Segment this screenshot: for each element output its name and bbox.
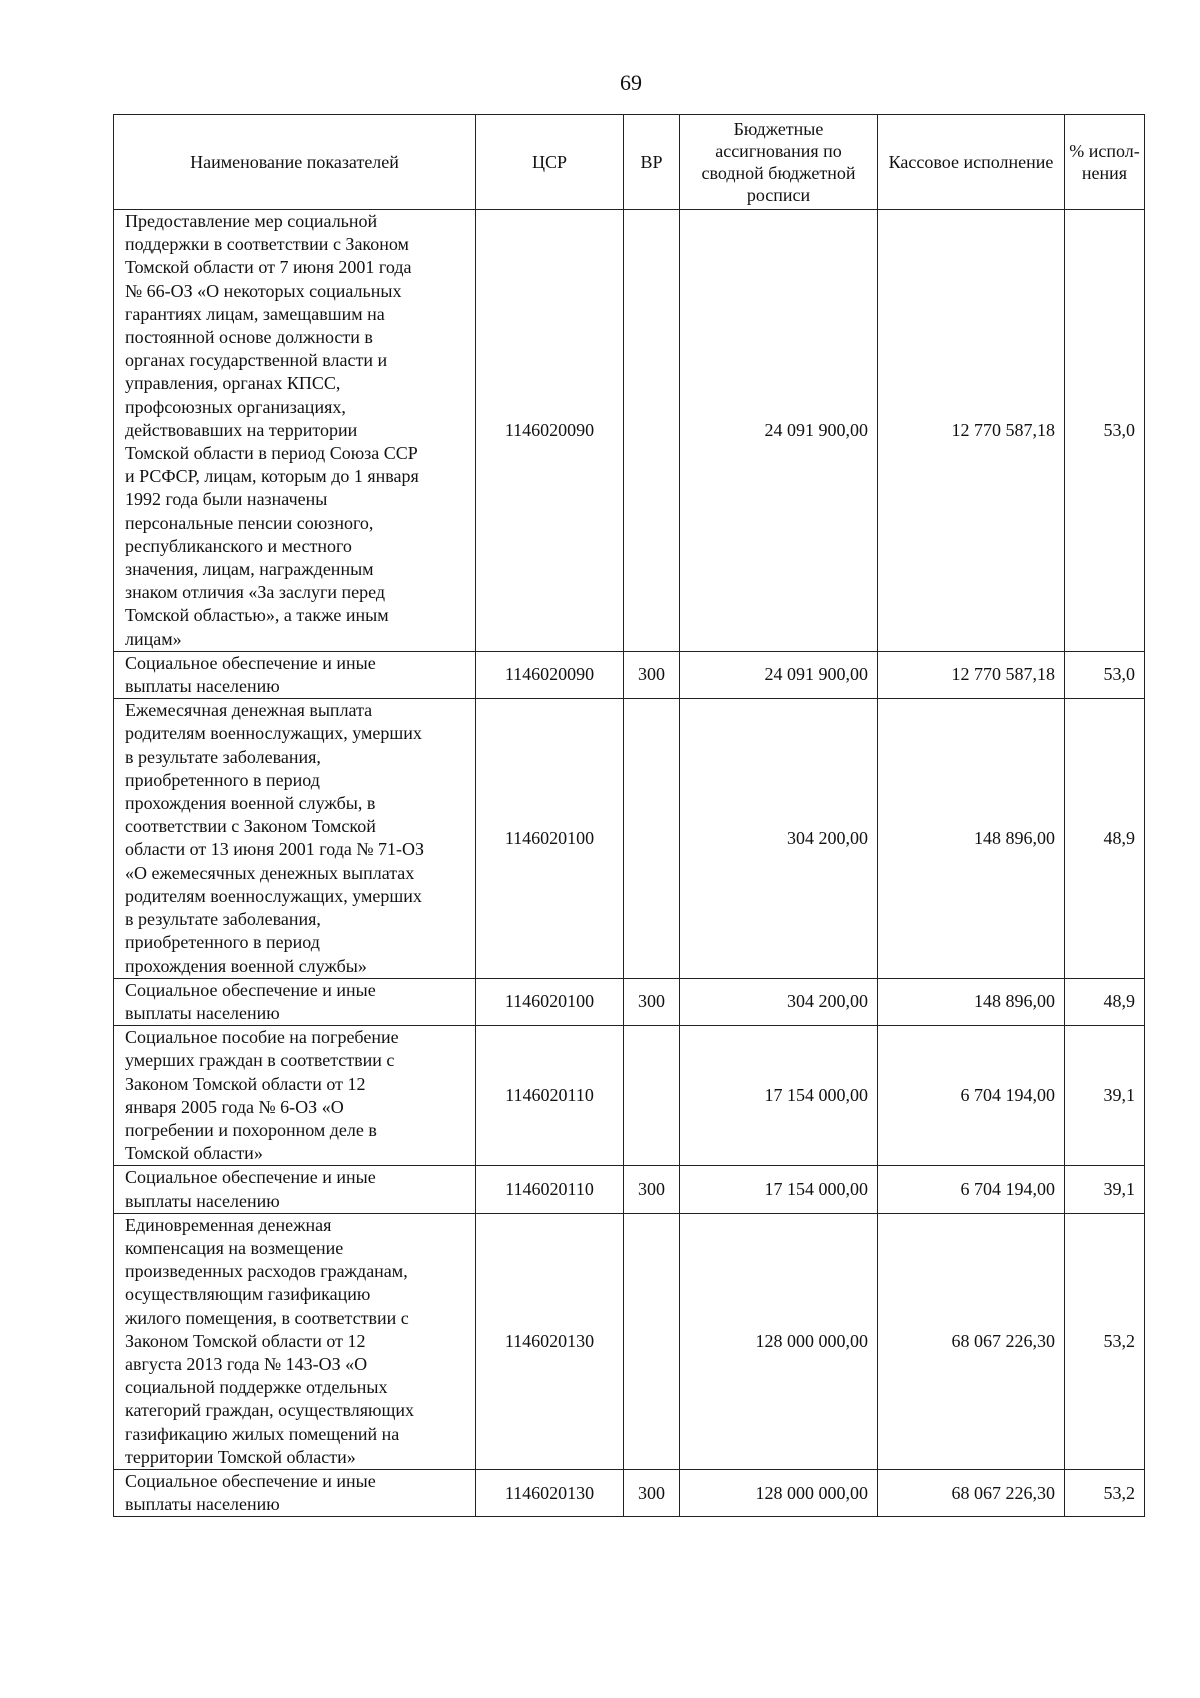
- row-percent: 53,2: [1065, 1213, 1145, 1469]
- table-row: [114, 1469, 1145, 1516]
- row-percent: 48,9: [1065, 699, 1145, 978]
- row-assignments: 17 154 000,00: [680, 1026, 878, 1166]
- row-execution: 148 896,00: [878, 699, 1065, 978]
- row-execution: 12 770 587,18: [878, 210, 1065, 652]
- row-vr: 300: [624, 1166, 680, 1213]
- row-execution: 68 067 226,30: [878, 1469, 1065, 1516]
- row-percent: 48,9: [1065, 978, 1145, 1025]
- row-percent: 39,1: [1065, 1026, 1145, 1166]
- row-execution: 68 067 226,30: [878, 1213, 1065, 1469]
- row-vr: 300: [624, 978, 680, 1025]
- row-name: Социальное обеспечение и иные выплаты населению: [114, 1166, 476, 1213]
- row-csr: 1146020090: [476, 651, 624, 698]
- row-csr: 1146020090: [476, 210, 624, 652]
- row-execution: 6 704 194,00: [878, 1166, 1065, 1213]
- row-name: Социальное обеспечение и иные выплаты населению: [114, 1469, 476, 1516]
- row-vr: 300: [624, 1469, 680, 1516]
- row-name: Социальное пособие на погребение умерших граждан в соответствии с Законом Томской области от 12 января 2005 года № 6-ОЗ «О погребении и похоронном деле в Томской области»: [114, 1026, 476, 1166]
- row-assignments: 24 091 900,00: [680, 651, 878, 698]
- budget-execution-table: [113, 114, 1145, 1517]
- row-name: Социальное обеспечение и иные выплаты населению: [114, 978, 476, 1025]
- table-row: [114, 1026, 1145, 1166]
- table-row: [114, 699, 1145, 978]
- row-assignments: 128 000 000,00: [680, 1469, 878, 1516]
- row-vr: [624, 1026, 680, 1166]
- header-execution: Кассовое исполнение: [878, 115, 1065, 210]
- row-percent: 53,0: [1065, 651, 1145, 698]
- header-vr: ВР: [624, 115, 680, 210]
- table-row: [114, 978, 1145, 1025]
- row-csr: 1146020100: [476, 978, 624, 1025]
- row-name: Единовременная денежная компенсация на возмещение произведенных расходов гражданам, осуществляющим газификацию жилого помещения, в соответствии с Законом Томской области от 12 августа 2013 года № 143-ОЗ «О социальной поддержке отдельных категорий граждан, осуществляющих газификацию жилых помещений на территории Томской области»: [114, 1213, 476, 1469]
- header-name: Наименование показателей: [114, 115, 476, 210]
- row-assignments: 24 091 900,00: [680, 210, 878, 652]
- row-assignments: 304 200,00: [680, 978, 878, 1025]
- table-row: [114, 651, 1145, 698]
- row-name: Ежемесячная денежная выплата родителям военнослужащих, умерших в результате заболевания, приобретенного в период прохождения военной службы, в соответствии с Законом Томской области от 13 июня 2001 года № 71-ОЗ «О ежемесячных денежных выплатах родителям военнослужащих, умерших в результате заболевания, приобретенного в период прохождения военной службы»: [114, 699, 476, 978]
- row-assignments: 304 200,00: [680, 699, 878, 978]
- row-csr: 1146020130: [476, 1469, 624, 1516]
- row-vr: [624, 210, 680, 652]
- row-assignments: 128 000 000,00: [680, 1213, 878, 1469]
- table-header-row: [114, 115, 1145, 210]
- row-name: Предоставление мер социальной поддержки в соответствии с Законом Томской области от 7 июня 2001 года № 66-ОЗ «О некоторых социальных гарантиях лицам, замещавшим на постоянной основе должности в органах государственной власти и управления, органах КПСС, профсоюзных организациях, действовавших на территории Томской области в период Союза ССР и РСФСР, лицам, которым до 1 января 1992 года были назначены персональные пенсии союзного, республиканского и местного значения, лицам, награжденным знаком отличия «За заслуги перед Томской областью», а также иным лицам»: [114, 210, 476, 652]
- row-percent: 39,1: [1065, 1166, 1145, 1213]
- header-csr: ЦСР: [476, 115, 624, 210]
- row-name: Социальное обеспечение и иные выплаты населению: [114, 651, 476, 698]
- row-execution: 12 770 587,18: [878, 651, 1065, 698]
- table-row: [114, 1166, 1145, 1213]
- table-row: [114, 210, 1145, 652]
- row-execution: 6 704 194,00: [878, 1026, 1065, 1166]
- row-csr: 1146020130: [476, 1213, 624, 1469]
- row-percent: 53,0: [1065, 210, 1145, 652]
- row-vr: [624, 699, 680, 978]
- table-row: [114, 1213, 1145, 1469]
- row-vr: [624, 1213, 680, 1469]
- row-execution: 148 896,00: [878, 978, 1065, 1025]
- row-csr: 1146020110: [476, 1026, 624, 1166]
- row-csr: 1146020100: [476, 699, 624, 978]
- row-percent: 53,2: [1065, 1469, 1145, 1516]
- page-number: 69: [620, 70, 642, 95]
- row-vr: 300: [624, 651, 680, 698]
- row-csr: 1146020110: [476, 1166, 624, 1213]
- header-percent: % испол-нения: [1065, 115, 1145, 210]
- header-assignments: Бюджетные ассигнования по сводной бюджетной росписи: [680, 115, 878, 210]
- row-assignments: 17 154 000,00: [680, 1166, 878, 1213]
